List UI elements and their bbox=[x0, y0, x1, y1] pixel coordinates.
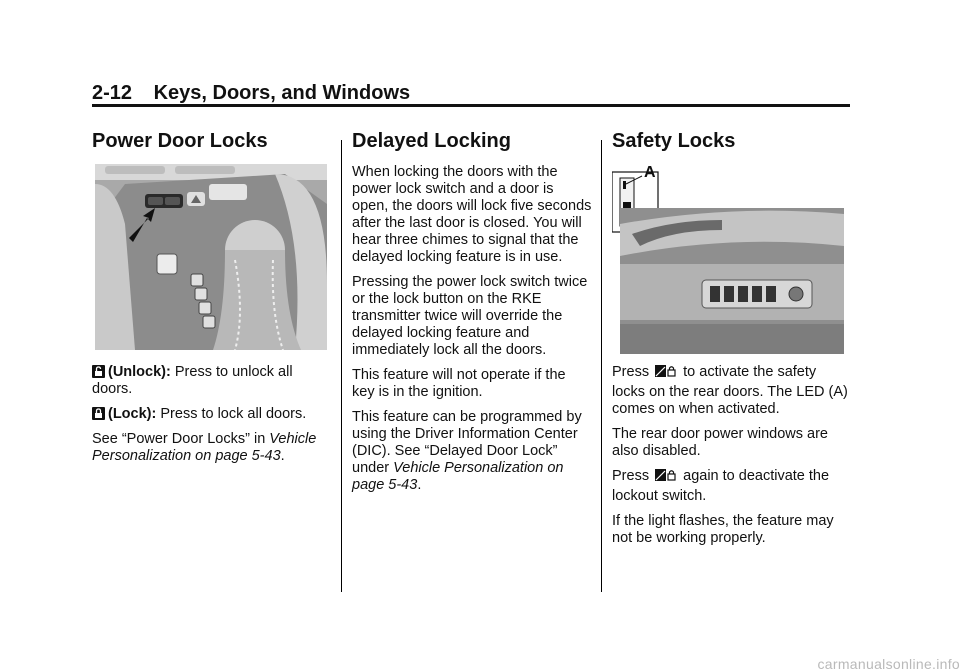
gear-shifter-photo bbox=[95, 164, 327, 350]
unlock-term: (Unlock): bbox=[108, 364, 171, 380]
lock-icon bbox=[92, 407, 105, 420]
unlock-paragraph bbox=[92, 364, 328, 398]
press-label-1: Press bbox=[612, 364, 650, 380]
column-delayed-locking bbox=[352, 128, 592, 502]
delayed-locking-p1: When locking the doors with the power lock switch and a door is open, the doors will lock five seconds after the last door is closed. You will hear three chimes to signal that the delayed locking feature is in use. bbox=[352, 164, 592, 265]
header-rule bbox=[92, 104, 850, 107]
window-lockout-icon bbox=[655, 364, 677, 384]
lock-paragraph bbox=[92, 406, 328, 423]
heading-delayed-locking: Delayed Locking bbox=[352, 130, 511, 152]
column-divider-1 bbox=[341, 140, 342, 592]
see-suffix: . bbox=[280, 448, 285, 464]
running-header bbox=[92, 80, 850, 106]
press-label-2: Press bbox=[612, 468, 650, 484]
delayed-locking-p4 bbox=[352, 409, 592, 494]
door-panel-illustration bbox=[612, 164, 844, 354]
delayed-locking-p2: Pressing the power lock switch twice or the lock button on the RKE transmitter twice will override the delayed locking feature and immediately lock all the doors. bbox=[352, 274, 588, 358]
window-lockout-icon-2 bbox=[655, 468, 677, 488]
gear-shifter-illustration bbox=[95, 164, 327, 350]
page-number: 2-12 bbox=[92, 82, 133, 104]
see-reference-link[interactable]: Vehicle Personalization on page 5-43 bbox=[92, 431, 317, 464]
section-title: Keys, Doors, and Windows bbox=[153, 82, 411, 104]
lock-description: Press to lock all doors. bbox=[160, 406, 307, 422]
safety-locks-p3 bbox=[612, 468, 852, 505]
see-prefix: See “Power Door Locks” in bbox=[92, 431, 270, 447]
lock-term: (Lock): bbox=[108, 406, 157, 422]
column-safety-locks bbox=[612, 128, 852, 555]
activate-description: to activate the safety locks on the rear doors. The LED (A) comes on when activated. bbox=[612, 364, 848, 417]
unlock-icon bbox=[92, 365, 105, 378]
deactivate-description: again to deactivate the lockout switch. bbox=[612, 468, 830, 504]
vehicle-personalization-link[interactable]: Vehicle Personalization on page 5-43 bbox=[352, 460, 564, 493]
heading-power-door-locks: Power Door Locks bbox=[92, 130, 268, 152]
door-panel-figure bbox=[612, 164, 844, 354]
safety-locks-p1 bbox=[612, 364, 852, 418]
safety-locks-p2: The rear door power windows are also disabled. bbox=[612, 426, 828, 459]
unlock-description: Press to unlock all doors. bbox=[92, 364, 293, 397]
p4-suffix: . bbox=[417, 477, 422, 493]
callout-label-a: A bbox=[644, 164, 656, 181]
header-text bbox=[92, 80, 850, 106]
delayed-locking-p3: This feature will not operate if the key is in the ignition. bbox=[352, 367, 566, 400]
safety-locks-p4: If the light flashes, the feature may not be working properly. bbox=[612, 513, 834, 546]
p4-prefix: This feature can be programmed by using the Driver Information Center (DIC). See “Delayed Door Lock” under bbox=[352, 409, 582, 476]
watermark: carmanualsonline.info bbox=[817, 656, 960, 672]
see-reference-paragraph bbox=[92, 431, 328, 465]
column-power-door-locks bbox=[92, 128, 328, 473]
column-divider-2 bbox=[601, 140, 602, 592]
heading-safety-locks: Safety Locks bbox=[612, 130, 736, 152]
